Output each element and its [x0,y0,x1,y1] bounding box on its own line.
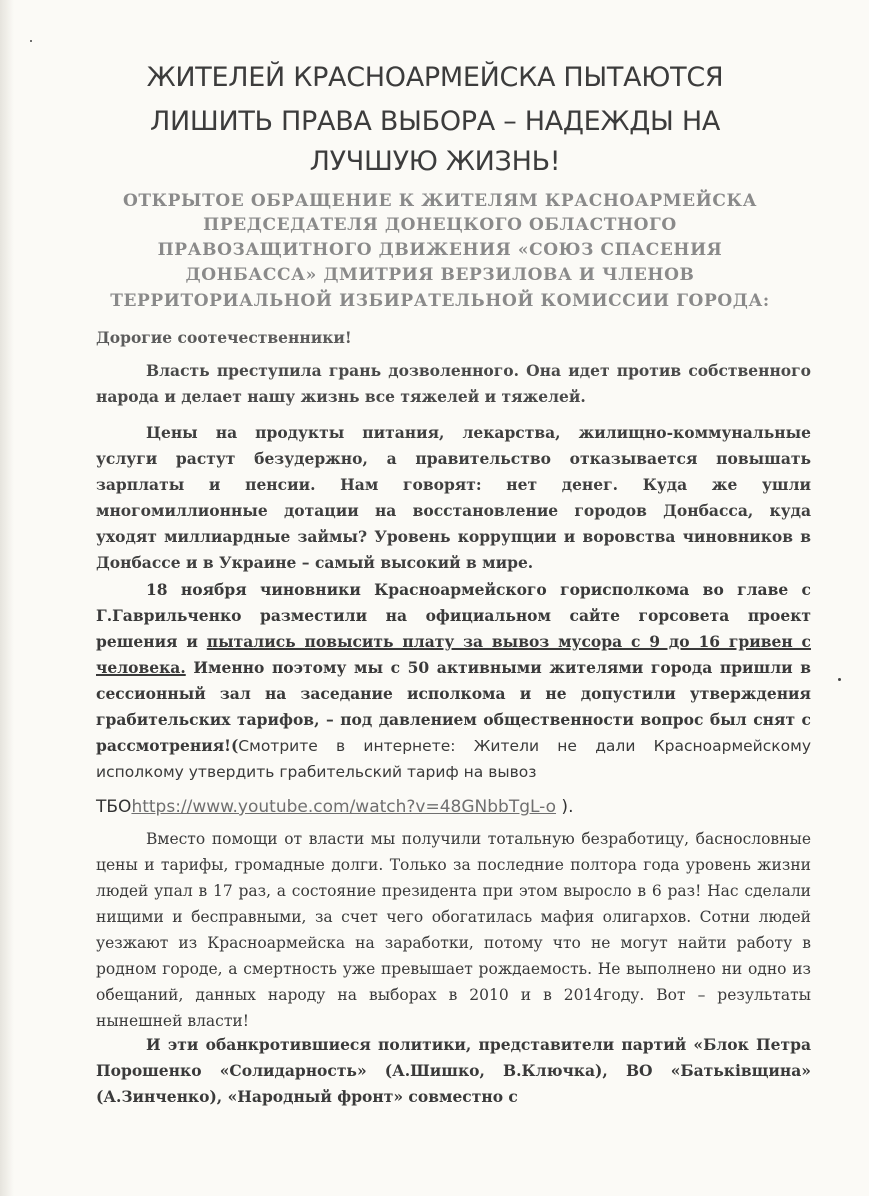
youtube-link[interactable]: https://www.youtube.com/watch?v=48GNbbTgL-o [131,797,557,817]
headline-line-3: ЛУЧШУЮ ЖИЗНЬ! [309,146,561,177]
subtitle-line-5: ТЕРРИТОРИАЛЬНОЙ ИЗБИРАТЕЛЬНОЙ КОМИССИИ ГОРОДА: [110,291,770,311]
tbo-suffix: ). [556,797,574,817]
subtitle-line-3: ПРАВОЗАЩИТНОГО ДВИЖЕНИЯ «СОЮЗ СПАСЕНИЯ [157,240,723,260]
headline-line-1: ЖИТЕЛЕЙ КРАСНОАРМЕЙСКА ПЫТАЮТСЯ [146,62,724,93]
greeting: Дорогие соотечественники! [96,328,352,347]
scan-speck [30,40,32,42]
paragraph-3-intro: 18 ноября чиновники Красноармейского горисполкома во главе с Г.Гаврильченко разместили на официальном сайте горсовета проект решения и [96,580,811,651]
paragraph-3-underlined-fee: пытались повысить плату за вывоз мусора с 9 до 16 гривен с человека. [96,632,811,677]
paragraph-3-body: Именно поэтому мы с 50 активными жителями города пришли в сессионный зал на заседание исполкома и не допустили утверждения грабительских тарифов, – под давлением общественности вопрос был снят с рассмотрения!( [96,658,811,755]
scan-speck [838,678,841,681]
scan-shadow-edge [0,0,14,1196]
video-link-line [96,797,811,817]
subtitle-line-2: ПРЕДСЕДАТЕЛЯ ДОНЕЦКОГО ОБЛАСТНОГО [203,215,677,235]
paragraph-2: Цены на продукты питания, лекарства, жилищно-коммунальные услуги растут безудержно, а правительство отказывается повышать зарплаты и пенсии. Нам говорят: нет денег. Куда же ушли многомиллионные дотации на восстановление городов Донбасса, куда уходят миллиардные займы? Уровень коррупции и воровства чиновников в Донбассе и в Украине – самый высокий в мире. [96,423,811,572]
paragraph-4: Вместо помощи от власти мы получили тотальную безработицу, баснословные цены и тарифы, громадные долги. Только за последние полтора года уровень жизни людей упал в 17 раз, а состояние президента при этом выросло в 6 раз! Нас сделали нищими и бесправными, за счет чего обогатилась мафия олигархов. Сотни людей уезжают из Красноармейска на заработки, потому что не могут найти работу в родном городе, а смертность уже превышает рождаемость. Не выполнено ни одно из обещаний, данных народу на выборах в 2010 и в 2014году. Вот – результаты нынешней власти! [96,830,811,1030]
paragraph-3 [96,577,811,785]
subtitle-line-4: ДОНБАССА» ДМИТРИЯ ВЕРЗИЛОВА И ЧЛЕНОВ [185,265,695,285]
paragraph-5: И эти обанкротившиеся политики, представители партий «Блок Петра Порошенко «Солидарность» (А.Шишко, В.Ключка), ВО «Батьківщина» (А.Зинченко), «Народный фронт» совместно с [96,1035,811,1106]
paragraph-1: Власть преступила грань дозволенного. Она идет против собственного народа и делает нашу жизнь все тяжелей и тяжелей. [96,361,811,406]
subtitle-line-1: ОТКРЫТОЕ ОБРАЩЕНИЕ К ЖИТЕЛЯМ КРАСНОАРМЕЙСКА [122,191,758,211]
headline-line-2: ЛИШИТЬ ПРАВА ВЫБОРА – НАДЕЖДЫ НА [149,106,721,137]
tbo-prefix: ТБО [96,797,132,817]
paragraph-3-internet-note: Смотрите в интернете: Жители не дали Красноармейскому исполкому утвердить грабительский тариф на вывоз [96,737,811,781]
